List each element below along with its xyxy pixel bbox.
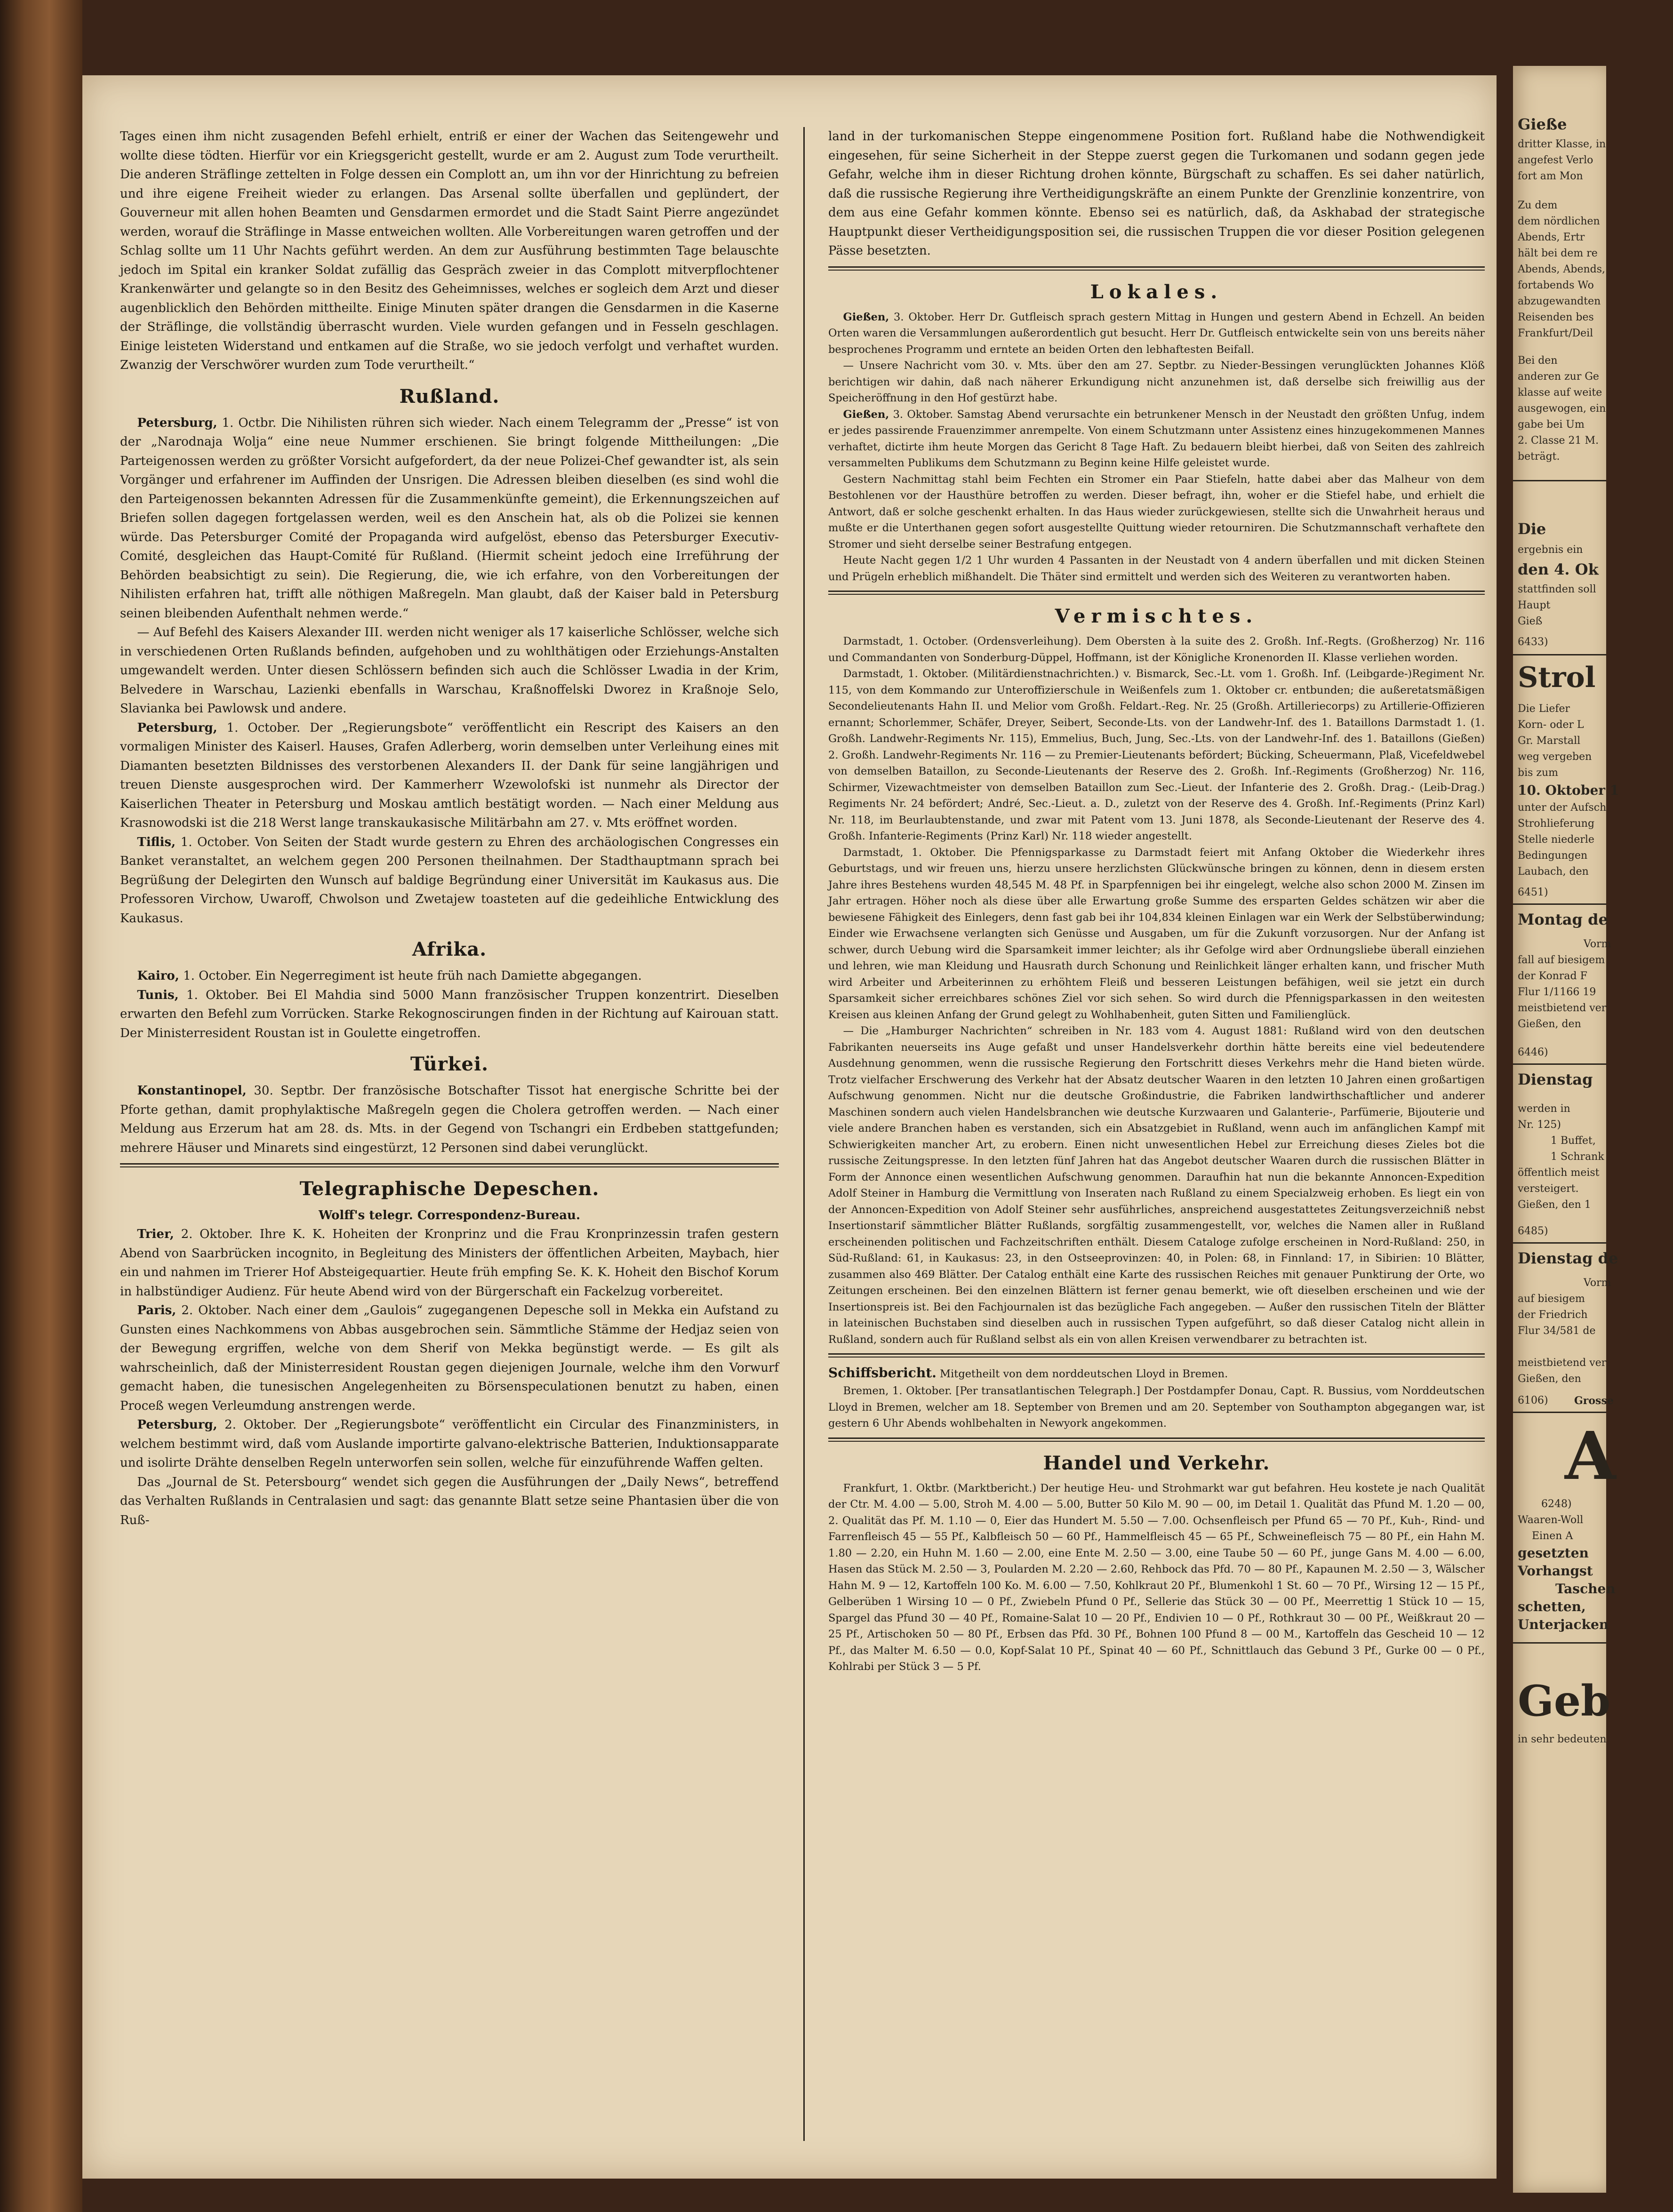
- news-item: Darmstadt, 1. Oktober. (Militärdienstnachrichten.) v. Bismarck, Sec.-Lt. vom 1. Großh. Inf. (Leibgarde-)Regiment Nr. 115, von dem Kommando zur Unteroffizierschule in Weißenfels zum 1. Oktober cr. entbunden; die außeretatsmäßigen Secondelieutenants Hahn II. und Melior vom Großh. Feldart.-Reg. Nr. 25 (Großh. Artilleriecorps) zu Artillerie-Offizieren ernannt; Schorlemmer, Schäfer, Dreyer, Seibert, Seconde-Lts. von der Landwehr-Inf. des 1. Bataillons Darmstadt 1. (1. Großh. Landwehr-Regiments Nr. 115), Emmelius, Buch, Jung, Sec.-Lts. von der Landwehr-Inf. des 1. Bataillons (Gießen) 2. Großh. Landwehr-Regiments Nr. 116 — zu Premier-Lieutenants befördert; Bücking, Scheuermann, Plaß, Vicefeldwebel von demselben Bataillon, zu Seconde-Lieutenants der Reserve des 2. Großh. Inf.-Regiments (Großherzog) Nr. 116, Schirmer, Vizewachtmeister von demselben Bataillon zum Sec.-Lieut. der Infanterie des 2. Großh. Drag.- (Leib-Drag.) Regiments Nr. 24 befördert; André, Sec.-Lieut. a. D., zuletzt von der Reserve des 4. Großh. Inf.-Regiments (Prinz Karl) Nr. 118, im Beurlaubtenstande, und zwar mit Patent vom 13. Juni 1878, als Seconde-Lieutenant der Reserve des 4. Großh. Infanterie-Regiments (Prinz Karl) Nr. 118 wieder angestellt.: [828, 668, 1485, 842]
- fragment-text: Gieß: [1518, 615, 1543, 627]
- news-item: — Die „Hamburger Nachrichten“ schreiben in Nr. 183 vom 4. August 1881: Rußland wird von den deutschen Fabrikanten neuerseits ins Auge gefaßt und unser Handelsverkehr dorthin hätte bereits eine viel bedeutendere Ausdehnung genommen, wenn die russische Regierung den Fortschritt dieses Verkehrs mehr die Hand bieten würde. Trotz vielfacher Erschwerung des Verkehr hat der Absatz deutscher Waaren in den letzten 10 Jahren einen großartigen Aufschwung genommen. Nicht nur die deutsche Großindustrie, die Fabriken landwirthschaftlicher und anderer Maschinen sondern auch vielen Handelsbranchen wie deutsche Kurzwaaren und Galanterie-, Parfümerie, Bijouterie und viele andere Branchen haben es verstanden, sich ein Absatzgebiet in Rußland, wenn auch im anfänglichen Kampf mit Schwierigkeiten mancher Art, zu erobern. Einen nicht unwesentlichen Hebel zur Erreichung dieses Zieles bot die russische Zeitungspresse. In den letzten fünf Jahren hat das Angebot deutscher Waaren durch die russischen Blätter in Form der Annonce einen wesentlichen Aufschwung genommen. Daraufhin hat nun die bekannte Annoncen-Expedition Adolf Steiner in Hamburg die Vermittlung von Inseraten nach Rußland zu einem Specialzweig erhoben. Es liegt ein von der Annoncen-Expedition von Adolf Steiner sehr ausführliches, anspreichend ausgestattetes Zeitungsverzeichniß nebst Insertionstarif sämmtlicher Blätter Rußlands, sorgfältig zusammengestellt, vor, welches die Namen aller in Rußland erscheinenden politischen und Fachzeitschriften enthält. Diesem Cataloge zufolge erscheinen in Nord-Rußland: 250, in Süd-Rußland: 61, in Kaukasus: 23, in den Ostseeprovinzen: 40, in Polen: 68, in Finnland: 17, in Sibirien: 10 Blätter, zusammen also 469 Blätter. Der Catalog enthält eine Karte des russischen Reiches mit genauer Punktirung der Orte, wo Zeitungen erscheinen. Bei den einzelnen Blättern ist ferner genau bemerkt, wie oft dieselben erscheinen und wie der Insertionspreis ist. Bei den Fachjournalen ist das bezügliche Fach angegeben. — Außer den russischen Titeln der Blätter in lateinischen Buchstaben sind dieselben auch in russischen Typen aufgeführt, so daß dieser Catalog nicht allein in Rußland, sondern auch für Rußland selbst als ein von allen Kreisen verwendbarer zu betrachten ist.: [828, 1025, 1485, 1346]
- fragment-text: Stelle niederle: [1518, 834, 1594, 846]
- fragment-text: Gr. Marstall: [1518, 735, 1581, 747]
- fragment-text: Strohlieferung: [1518, 818, 1595, 830]
- fragment-text: Abends, Ertr: [1518, 232, 1585, 243]
- fragment-rule: [1513, 903, 1606, 905]
- fragment-rule: [1513, 1412, 1606, 1413]
- fragment-text: meistbietend ver: [1518, 1357, 1607, 1369]
- section-heading-afrika: Afrika.: [412, 938, 487, 960]
- fragment-text: 2. Classe 21 M.: [1518, 435, 1599, 447]
- fragment-text: Gieße: [1518, 115, 1567, 133]
- fragment-text: Grosse: [1574, 1395, 1614, 1407]
- fragment-rule: [1513, 1642, 1606, 1644]
- news-item: Das „Journal de St. Petersbourg“ wendet sich gegen die Ausführungen der „Daily News“, betreffend das Verhalten Rußlands in Centralasien und sagt: das genannte Blatt setze seine Phantasien über die von Ruß-: [120, 1475, 779, 1527]
- fragment-text: den 4. Ok: [1518, 560, 1599, 578]
- fragment-text: öffentlich meist: [1518, 1167, 1600, 1179]
- fragment-text: 6451): [1518, 886, 1548, 898]
- local-news: [828, 309, 1485, 585]
- fragment-text: Haupt: [1518, 599, 1551, 611]
- news-item: — Unsere Nachricht vom 30. v. Mts. über den am 27. Septbr. zu Nieder-Bessingen verunglückten Johannes Klöß berichtigen wir dahin, daß nach näherer Erkundigung nicht anzunehmen ist, daß derselbe sich freiwillig aus der Speicheröffnung in den Hof gestürzt habe.: [828, 359, 1485, 404]
- news-item: Darmstadt, 1. Oktober. Die Pfennigsparkasse zu Darmstadt feiert mit Anfang Oktober die Wiederkehr ihres Geburtstags, und wir freuen uns, hierzu unsere herzlichsten Glückwünsche bringen zu können, denn in diesem ersten Jahre ihres Bestehens wurden 48,545 M. 48 Pf. in Sparpfennigen bei ihr eingelegt, welche also schon 2000 M. Zinsen im Jahr ertragen. Höher noch als diese über alle Erwartung große Summe des ersparten Geldes schätzen wir aber die bewiesene Fähigkeit des Einlegers, denn fast gab bei ihr 104,834 kleinen Einlagen war ein Werk der Selbstüberwindung; Einder wie Erwachsene verlangten sich Genüsse und Ausgaben, um für die Zukunft vorzusorgen. Nur der Anfang ist schwer, durch Uebung wird die Sparsamkeit immer leichter; als ihr Gefolge wird aber Ordnungsliebe überall einziehen und lehren, wie man Kleidung und Hausrath durch Schonung und Reinlichkeit länger erhalten kann, und frischer Muth wird Arbeiter und Arbeiterinnen zu erhöhtem Fleiß und besseren Leistungen befähigen, weil sie jetzt ein durch Sparsamkeit sicher erreichbares schönes Ziel vor sich sehen. So wird durch die Pfennigsparkassen in den weitesten Kreisen aus kleinen Anfang der Grund gelegt zu Wohlhabenheit, guten Sitten und Familienglück.: [828, 846, 1485, 1021]
- dateline-place: Tiflis,: [137, 835, 176, 849]
- dateline-place: Kairo,: [137, 969, 179, 983]
- news-text: 2. Oktober. Nach einer dem „Gaulois“ zugegangenen Depesche soll in Mekka ein Aufstand zu Gunsten eines Nachkommens von Abbas ausgebrochen sein. Sämmtliche Stämme der Hedjaz seien von der Bewegung ergriffen, welche von dem Sherif von Mekka begünstigt werde. — Es gilt als wahrscheinlich, daß der Ministerresident Roustan gegen diejenigen Journale, welche ihm den Vorwurf gemacht haben, die tunesischen Angelegenheiten zu Börsenspeculationen benutzt zu haben, einen Proceß wegen Verleumdung anstrengen werde.: [120, 1303, 779, 1413]
- section-heading-lokales: Lokales.: [1090, 280, 1223, 303]
- fragment-text: Gießen, den 1: [1518, 1199, 1591, 1211]
- dateline-place: Petersburg,: [137, 415, 217, 430]
- fragment-text: 6433): [1518, 636, 1548, 648]
- fragment-text: 6485): [1518, 1225, 1548, 1237]
- fragment-rule: [1513, 654, 1606, 655]
- fragment-text: dritter Klasse, in: [1518, 138, 1606, 150]
- market-report: [828, 1480, 1485, 1675]
- section-subheading: Wolff's telegr. Correspondenz-Bureau.: [319, 1208, 580, 1222]
- news-text: 30. Septbr. Der französische Botschafter Tissot hat energische Schritte bei der Pforte gethan, damit prophylaktische Maßregeln gegen die Cholera getroffen werden. — Nach einer Meldung aus Erzerum hat am 28. ds. Mts. in der Gegend von Tschangri ein Erdbeben stattgefunden; mehrere Häuser und Minarets sind eingestürzt, 12 Personen sind dabei verunglückt.: [120, 1084, 779, 1155]
- fragment-text: der Friedrich: [1518, 1309, 1588, 1321]
- fragment-text: Die Liefer: [1518, 703, 1570, 715]
- news-text: 1. October. Der „Regierungsbote“ veröffentlicht ein Rescript des Kaisers an den vormaligen Minister des Kaiserl. Hauses, Grafen Adlerberg, worin demselben unter Verleihung eines mit Diamanten besetzten Bildnisses des verstorbenen Alexanders II. der Dank für seine langjährigen und treuen Dienste ausgesprochen wird. Der Kammerherr Wzewolofski ist nunmehr als Director der Kaiserlichen Theater in Petersburg und Moskau amtlich bestätigt worden. — Nach einer Meldung aus Krasnowodski ist die 218 Werst lange transkaukasische Militärbahn am 27. v. Mts eröffnet worden.: [120, 720, 779, 830]
- news-item: [120, 414, 779, 623]
- dateline-place: Konstantinopel,: [137, 1084, 247, 1098]
- section-divider: [828, 266, 1485, 271]
- column-left: [120, 127, 779, 2150]
- section-subheading: Mitgetheilt von dem norddeutschen Lloyd in Bremen.: [940, 1368, 1228, 1380]
- fragment-text: Abends, Abends,: [1518, 264, 1606, 275]
- news-item: — Auf Befehl des Kaisers Alexander III. werden nicht weniger als 17 kaiserliche Schlösser, welche sich in verschiedenen Orten Rußlands befinden, aufgehoben und zu wohlthätigen oder Erziehungs-Anstalten umgewandelt werden. Unter diesen Schlössern befinden sich auch die Schlösser Lwadia in der Krim, Belvedere in Warschau, Lazienki ebenfalls in Warschau, Kraßnoffelski Dworez in Kraßnoje Selo, Slavianka bei Pawlowsk und andere.: [120, 625, 779, 716]
- fragment-text: 6248): [1541, 1498, 1572, 1510]
- fragment-text: abzugewandten: [1518, 295, 1601, 307]
- dateline-place: Trier,: [137, 1227, 174, 1241]
- fragment-text: werden in: [1518, 1103, 1570, 1115]
- fragment-text: Taschen: [1555, 1581, 1616, 1597]
- section-heading-russland: Rußland.: [399, 385, 500, 407]
- dateline-place: Petersburg,: [137, 720, 217, 735]
- fragment-text: beträgt.: [1518, 451, 1560, 463]
- news-item: [120, 1301, 779, 1415]
- news-item: [120, 1081, 779, 1158]
- article-continuation: land in der turkomanischen Steppe eingenommene Position fort. Rußland habe die Nothwendigkeit eingesehen, für seine Sicherheit in der Steppe zuerst gegen die Turkomanen und sodann gegen jede Gefahr, welche ihm in dieser Richtung drohen könnte, Bürgschaft zu schaffen. Es sei daher natürlich, daß die russische Regierung ihre Vertheidigungskräfte an einem Punkte der Grenzlinie konzentrire, von dem aus eine Gefahr kommen könnte. Ebenso sei es natürlich, daß, da Askhabad der strategische Hauptpunkt dieser Vertheidigungsposition sei, die russischen Truppen die vor dieser Position gelegenen Pässe besetzten.: [828, 129, 1485, 258]
- column-right: [828, 127, 1485, 2150]
- fragment-text: unter der Aufsch: [1518, 802, 1607, 814]
- fragment-text: bis zum: [1518, 767, 1559, 779]
- column-rule: [803, 127, 805, 2141]
- fragment-text: 6446): [1518, 1046, 1548, 1058]
- news-item: [120, 1415, 779, 1473]
- news-item: Heute Nacht gegen 1/2 1 Uhr wurden 4 Passanten in der Neustadt von 4 andern überfallen und mit dicken Steinen und Prügeln erheblich mißhandelt. Die Thäter sind ermittelt und werden sich des Weiteren zu verantworten haben.: [828, 554, 1485, 583]
- fragment-text: Dienstag de: [1518, 1249, 1618, 1267]
- fragment-text: gesetzten: [1518, 1545, 1589, 1561]
- news-text: 2. Oktober. Ihre K. K. Hoheiten der Kronprinz und die Frau Kronprinzessin trafen gestern Abend von Saarbrücken incognito, in Begleitung des Ministers der öffentlichen Arbeiten, Maybach, hier ein und nahmen im Trierer Hof Absteigequartier. Heute früh empfing Se. K. K. Hoheit den Bischof Korum in halbstündiger Audienz. Für heute Abend wird von der Bürgerschaft ein Fackelzug vorbereitet.: [120, 1227, 779, 1299]
- section-divider: [120, 1163, 779, 1167]
- section-heading-schiffsbericht: Schiffsbericht.: [828, 1365, 937, 1381]
- fragment-text: 10. Oktober 1: [1518, 783, 1619, 798]
- fragment-text: stattfinden soll: [1518, 583, 1596, 595]
- fragment-text: schetten,: [1518, 1599, 1586, 1614]
- fragment-text: dem nördlichen: [1518, 216, 1600, 227]
- fragment-text: anderen zur Ge: [1518, 371, 1599, 383]
- section-heading-telegraphische-depeschen: Telegraphische Depeschen.: [299, 1178, 600, 1200]
- fragment-text: Gießen, den: [1518, 1018, 1581, 1030]
- fragment-rule: [1513, 1242, 1606, 1244]
- fragment-text: klasse auf weite: [1518, 387, 1602, 399]
- fragment-text: fall auf biesigem: [1518, 954, 1605, 966]
- miscellaneous-news: [828, 633, 1485, 1348]
- fragment-text: Unterjacken: [1518, 1617, 1609, 1632]
- section-heading-handel-und-verkehr: Handel und Verkehr.: [1043, 1452, 1270, 1474]
- section-heading-vermischtes: Vermischtes.: [1055, 605, 1258, 627]
- fragment-text: Vorm: [1584, 1277, 1611, 1289]
- section-divider: [828, 1437, 1485, 1442]
- fragment-text: gabe bei Um: [1518, 419, 1585, 431]
- news-item: [120, 1225, 779, 1301]
- fragment-text: 1 Buffet,: [1551, 1135, 1596, 1147]
- news-item: Gestern Nachmittag stahl beim Fechten ein Stromer ein Paar Stiefeln, hatte dabei aber das Malheur von dem Bestohlenen vor der Hausthüre betroffen zu werden. Dieser befragt, ihn, woher er die Stiefel habe, und erhielt die Antwort, daß er solche geschenkt erhalten. In das Haus wieder zurückgewiesen, stellte sich die Unwahrheit heraus und mußte er die Unterthanen gegen sofort ausgestellte Quittung wieder retourniren. Die Schutzmannschaft verhaftete den Stromer und sieht derselbe seiner Bestrafung entgegen.: [828, 473, 1485, 551]
- fragment-text: meistbietend ver: [1518, 1002, 1607, 1014]
- fragment-text: Dienstag: [1518, 1070, 1593, 1088]
- fragment-text: Korn- oder L: [1518, 719, 1584, 731]
- fragment-text: 6106): [1518, 1395, 1548, 1406]
- fragment-text: fortabends Wo: [1518, 279, 1594, 291]
- news-item: Frankfurt, 1. Oktbr. (Marktbericht.) Der heutige Heu- und Strohmarkt war gut befahren. Heu kostete je nach Qualität der Ctr. M. 4.00 — 5.00, Stroh M. 4.00 — 5.00, Butter 50 Kilo M. 90 — 00, im Detail 1. Qualität das Pfund M. 1.20 — 00, 2. Qualität das Pf. M. 1.10 — 0, Eier das Hundert M. 5.50 — 7.00. Ochsenfleisch per Pfund 65 — 70 Pf., Kuh-, Rind- und Farrenfleisch 45 — 55 Pf., Kalbfleisch 50 — 60 Pf., Hammelfleisch 45 — 65 Pf., Schweinefleisch 75 — 80 Pf., ein Hahn M. 1.80 — 2.20, ein Huhn M. 1.60 — 2.00, eine Ente M. 2.50 — 3.00, eine Taube 50 — 60 Pf., junge Gans M. 4.00 — 6.00, Hasen das Stück M. 2.50 — 3, Poularden M. 2.20 — 2.60, Rehbock das Pfd. 70 — 80 Pf., Kapaunen M. 2.50 — 3, Wälscher Hahn M. 9 — 12, Kartoffeln 100 Ko. M. 6.00 — 7.50, Kohlkraut 20 Pf., Blumenkohl 1 St. 60 — 70 Pf., Wirsing 12 — 15 Pf., Gelberüben 1 Wirsing 10 — 0 Pf., Zwiebeln Pfund 0 Pf., Sellerie das Stück 30 — 00 Pf., Meerrettig 1 Stück 10 — 15, Spargel das Pfund 30 — 40 Pf., Romaine-Salat 10 — 20 Pf., Endivien 10 — 0 Pf., Rothkraut 30 — 00 Pf., Weißkraut 20 — 25 Pf., Artischoken 50 — 80 Pf., Erbsen das Pfd. 30 Pf., Bohnen 100 Pfund 8 — 00 M., Kartoffeln das Gescheid 10 — 12 Pf., das Malter M. 6.50 — 0.0, Kopf-Salat 10 Pf., Spinat 40 — 60 Pf., Schnittlauch das Gebund 3 Pf., Gurke 00 — 0 Pf., Kohlrabi per Stück 3 — 5 Pf.: [828, 1482, 1485, 1673]
- fragment-text: Gießen, den: [1518, 1373, 1581, 1385]
- fragment-text: Vorm: [1584, 938, 1611, 950]
- newspaper-page: [82, 75, 1497, 2179]
- fragment-text: Strol: [1518, 661, 1596, 694]
- news-text: 1. Oktober. Bei El Mahdia sind 5000 Mann französischer Truppen konzentrirt. Dieselben erwarten den Befehl zum Vorrücken. Starke Rekognoscirungen finden in der Richtung auf Kairouan statt. Der Ministerresident Roustan ist in Goulette eingetroffen.: [120, 988, 779, 1040]
- dateline-place: Paris,: [137, 1303, 176, 1318]
- dateline-place: Gießen,: [843, 311, 889, 323]
- fragment-text: A: [1565, 1418, 1616, 1495]
- fragment-rule: [1513, 1063, 1606, 1065]
- fragment-text: 1 Schrank: [1551, 1151, 1604, 1163]
- fragment-text: ausgewogen, ein: [1518, 403, 1606, 415]
- news-text: 3. Oktober. Samstag Abend verursachte ein betrunkener Mensch in der Neustadt den größten Unfug, indem er jedes passirende Frauenzimmer anrempelte. Von einem Schutzmann unter Assistenz eines hinzugekommenen Mannes verhaftet, dictirte ihm heute Morgen das Gericht 8 Tage Haft. Zu bedauern bleibt hierbei, daß von Seiten des zahlreich versammelten Publikums dem Schutzmann zu Beginn keine Hilfe geleistet wurde.: [828, 408, 1485, 469]
- fragment-text: Einen A: [1532, 1530, 1573, 1542]
- fragment-text: Montag de: [1518, 910, 1608, 928]
- fragment-text: Zu dem: [1518, 200, 1558, 211]
- fragment-text: Bedingungen: [1518, 850, 1588, 862]
- fragment-text: versteigert.: [1518, 1183, 1579, 1195]
- shipping-report-header: [828, 1363, 1485, 1383]
- book-spine: [0, 0, 82, 2212]
- news-item: [120, 986, 779, 1043]
- news-item: [120, 966, 779, 986]
- fragment-text: Geb: [1518, 1676, 1611, 1726]
- news-item: Darmstadt, 1. October. (Ordensverleihung). Dem Obersten à la suite des 2. Großh. Inf.-Regts. (Großherzog) Nr. 116 und Commandanten von Sonderburg-Düppel, Hoffmann, ist der Königliche Kronenorden II. Klasse verliehen worden.: [828, 635, 1485, 664]
- fragment-text: Bei den: [1518, 355, 1558, 367]
- news-item: [120, 719, 779, 833]
- dateline-place: Tunis,: [137, 988, 179, 1002]
- news-item: Bremen, 1. Oktober. [Per transatlantischen Telegraph.] Der Postdampfer Donau, Capt. R. Bussius, vom Norddeutschen Lloyd in Bremen, welcher am 18. September von Bremen und am 20. September von Southampton abgegangen war, ist gestern 6 Uhr Abends wohlbehalten in Newyork angekommen.: [828, 1385, 1485, 1429]
- fragment-text: auf biesigem: [1518, 1293, 1585, 1305]
- fragment-text: ergebnis ein: [1518, 544, 1583, 556]
- dateline-place: Petersburg,: [137, 1418, 217, 1432]
- fragment-text: Frankfurt/Deil: [1518, 327, 1593, 339]
- fragment-text: Flur 34/581 de: [1518, 1325, 1596, 1337]
- fragment-rule: [1513, 480, 1606, 481]
- fragment-text: Nr. 125): [1518, 1119, 1561, 1131]
- news-item: [828, 309, 1485, 358]
- section-divider: [828, 1353, 1485, 1358]
- news-text: 1. October. Von Seiten der Stadt wurde gestern zu Ehren des archäologischen Congresses ein Banket veranstaltet, an welchem gegen 200 Personen theilnahmen. Der Stadthauptmann sprach bei Begrüßung der Delegirten den Wunsch auf baldige Begründung einer Universität im Kaukasus aus. Die Professoren Virchow, Uwaroff, Chwolson und Zwetajew toasteten auf die gedeihliche Entwicklung des Kaukasus.: [120, 835, 779, 926]
- shipping-report: [828, 1363, 1485, 1432]
- dateline-place: Gießen,: [843, 408, 889, 421]
- news-text: 1. Octbr. Die Nihilisten rühren sich wieder. Nach einem Telegramm der „Presse“ ist von der „Narodnaja Wolja“ eine neue Nummer erschienen. Sie bringt folgende Mittheilungen: „Die Parteigenossen werden zu größter Vorsicht aufgefordert, da der neue Polizei-Chef gewandter ist, als sein Vorgänger und erfahrener im Auffinden der Unsrigen. Die Adressen bleiben dieselben (es sind wohl die den Parteigenossen bekannten Adressen für die Zusammenkünfte gemeint), die Erkennungszeichen auf Briefen sollen dagegen fortgelassen werden, weil es den Anschein hat, als ob die Polizei sie kennen würde. Das Petersburger Comité der Propaganda wird aufgelöst, ebenso das Petersburger Executiv-Comité, desgleichen das Haupt-Comité für Rußland. (Hiermit scheint jedoch eine Irreführung der Behörden beabsichtigt zu sein). Die Regierung, die, wie ich erfahre, von den Vorbereitungen der Nihilisten erfahren hat, trifft alle nöthigen Maßregeln. Man glaubt, daß der Kaiser bald in Petersburg seinen bleibenden Aufenthalt nehmen werde.“: [120, 415, 779, 621]
- news-text: 2. Oktober. Der „Regierungsbote“ veröffentlicht ein Circular des Finanzministers, in welchem bestimmt wird, daß vom Auslande importirte galvano-elektrische Batterien, Induktionsapparate und isolirte Drähte denselben Regeln unterworfen sein sollen, welche für einzuführende Waffen gelten.: [120, 1418, 779, 1470]
- fragment-text: Waaren-Woll: [1518, 1514, 1584, 1526]
- fragment-text: Vorhangst: [1518, 1563, 1593, 1579]
- section-heading-tuerkei: Türkei.: [410, 1053, 489, 1075]
- fragment-text: weg vergeben: [1518, 751, 1592, 763]
- facing-page-edge: [1513, 66, 1619, 2193]
- fragment-text: der Konrad F: [1518, 970, 1587, 982]
- news-item: [828, 407, 1485, 471]
- fragment-text: angefest Verlo: [1518, 154, 1593, 166]
- fragment-text: fort am Mon: [1518, 170, 1583, 182]
- fragment-text: Flur 1/1166 19: [1518, 986, 1596, 998]
- news-item: [120, 833, 779, 928]
- news-text: 1. October. Ein Negerregiment ist heute früh nach Damiette abgegangen.: [183, 969, 642, 983]
- article-continuation: Tages einen ihm nicht zusagenden Befehl erhielt, entriß er einer der Wachen das Seitengewehr und wollte diese tödten. Hierfür vor ein Kriegsgericht gestellt, wurde er am 2. August zum Tode verurtheilt. Die anderen Sträflinge zettelten in Folge dessen ein Complott an, um ihn vor der Hinrichtung zu befreien und ihre eigene Freiheit wieder zu erlangen. Das Arsenal sollte überfallen und geplündert, der Gouverneur mit allen hohen Beamten und Gensdarmen ermordet und die Stadt Saint Pierre angezündet werden, worauf die Sträflinge in Masse entweichen wollten. Alle Vorbereitungen waren getroffen und der Schlag sollte um 11 Uhr Nachts geführt werden. An dem zur Ausführung bestimmten Tage belauschte jedoch im Spital ein kranker Soldat zufällig das Gespräch zweier in das Complott mitverpflochtener Krankenwärter und gelangte so in den Besitz des Geheimnisses, welches er sogleich dem Arzt und dieser augenblicklich den Behörden mittheilte. Einige Minuten später drangen die Gensdarmen in die Kaserne der Sträflinge, die vollständig überrascht wurden. Viele wurden gefangen und in Fesseln geschlagen. Einige leisteten Widerstand und entkamen auf die Straße, wo sie jedoch verfolgt und verhaftet wurden. Zwanzig der Verschwörer wurden zum Tode verurtheilt.“: [120, 129, 779, 372]
- fragment-text: in sehr bedeuten: [1518, 1733, 1607, 1745]
- fragment-text: Reisenden bes: [1518, 311, 1594, 323]
- fragment-text: Laubach, den: [1518, 866, 1589, 878]
- section-divider: [828, 591, 1485, 595]
- news-text: 3. Oktober. Herr Dr. Gutfleisch sprach gestern Mittag in Hungen und gestern Abend in Echzell. An beiden Orten waren die Versammlungen außerordentlich gut besucht. Herr Dr. Gutfleisch entwickelte sein von uns bereits näher besprochenes Programm und erntete an beiden Orten den lebhaftesten Beifall.: [828, 311, 1485, 356]
- fragment-text: Die: [1518, 520, 1546, 538]
- fragment-text: hält bei dem re: [1518, 248, 1598, 259]
